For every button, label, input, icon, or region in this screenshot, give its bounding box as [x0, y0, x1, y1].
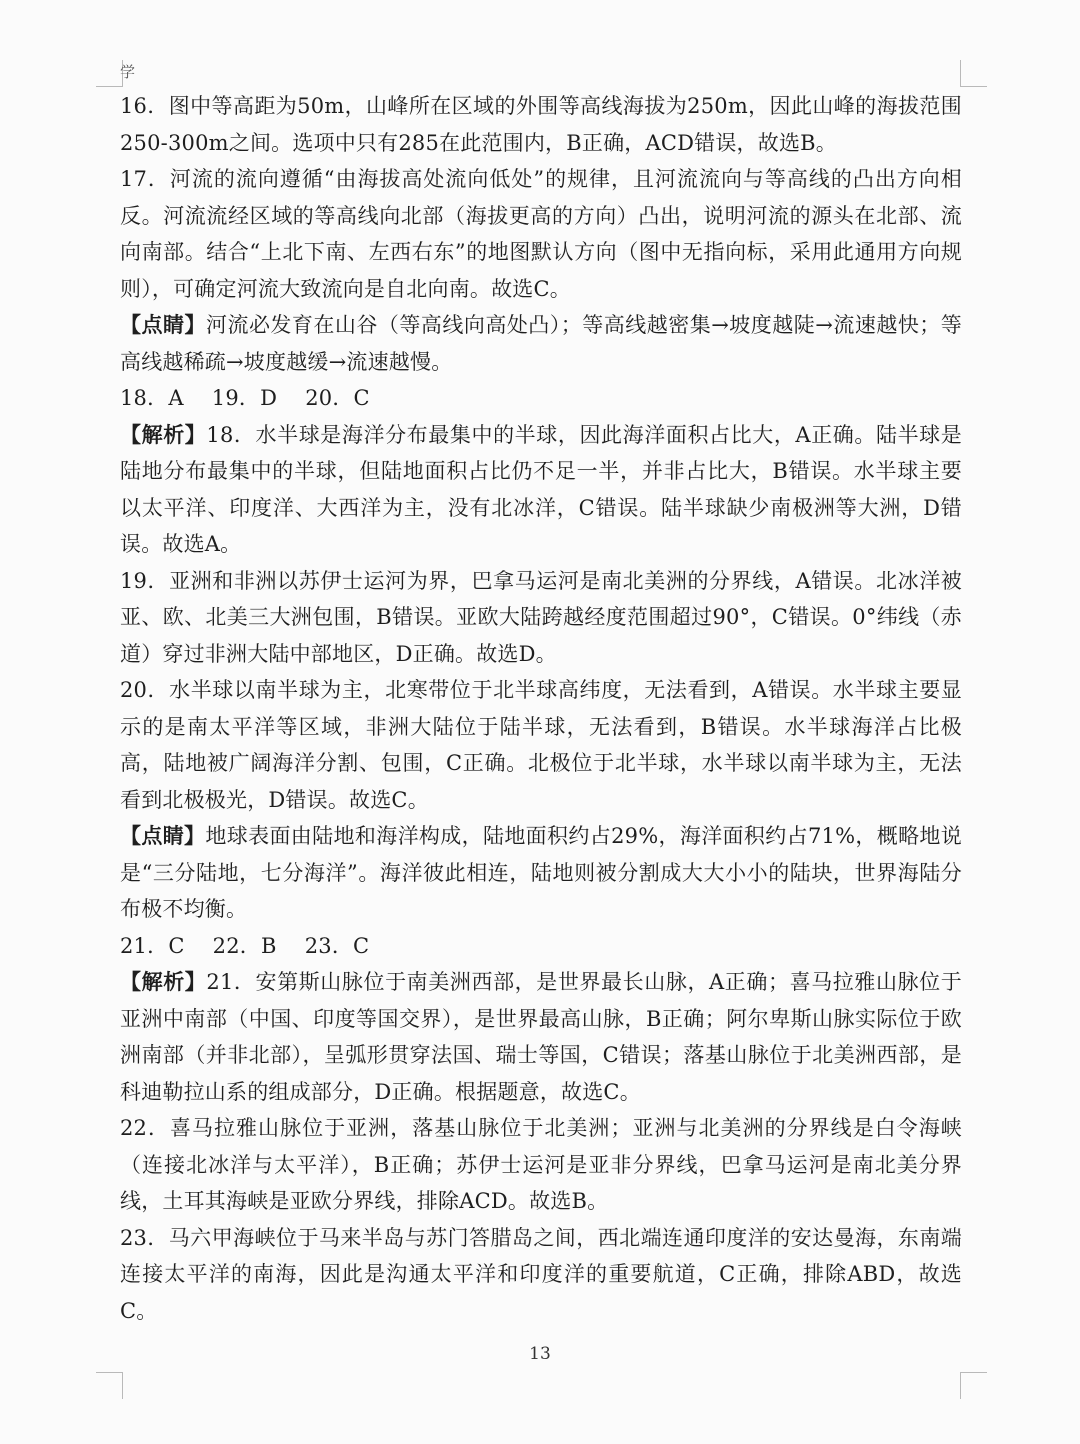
paragraph-text: 22．喜马拉雅山脉位于亚洲，落基山脉位于北美洲；亚洲与北美洲的分界线是白令海峡（连接北冰洋与太平洋），B正确；苏伊士运河是亚非分界线，巴拿马运河是南北美分界线，土耳其海峡是亚欧分界线，排除ACD。故选B。	[120, 1116, 962, 1213]
paragraph-text: 18．A 19．D 20．C	[120, 386, 370, 410]
paragraph-q22	[120, 1110, 962, 1220]
paragraph-text: 20．水半球以南半球为主，北寒带位于北半球高纬度，无法看到，A错误。水半球主要显示的是南太平洋等区域，非洲大陆位于陆半球，无法看到，B错误。水半球海洋占比极高，陆地被广阔海洋分割、包围，C正确。北极位于北半球，水半球以南半球为主，无法看到北极极光，D错误。故选C。	[120, 678, 962, 812]
paragraph-text: 17．河流的流向遵循“由海拔高处流向低处”的规律，且河流流向与等高线的凸出方向相反。河流流经区域的等高线向北部（海拔更高的方向）凸出，说明河流的源头在北部、流向南部。结合“上北下南、左西右东”的地图默认方向（图中无指向标，采用此通用方向规则），可确定河流大致流向是自北向南。故选C。	[120, 167, 962, 301]
paragraph-text: 16．图中等高距为50m，山峰所在区域的外围等高线海拔为250m，因此山峰的海拔范围250-300m之间。选项中只有285在此范围内，B正确，ACD错误，故选B。	[120, 94, 962, 155]
page-number: 13	[529, 1344, 551, 1364]
paragraph-jiexi-18	[120, 417, 962, 563]
paragraph-text: 23．马六甲海峡位于马来半岛与苏门答腊岛之间，西北端连通印度洋的安达曼海，东南端连接太平洋的南海，因此是沟通太平洋和印度洋的重要航道，C正确，排除ABD，故选C。	[120, 1225, 962, 1323]
paragraph-text: 18．水半球是海洋分布最集中的半球，因此海洋面积占比大，A正确。陆半球是陆地分布最集中的半球，但陆地面积占比仍不足一半，并非占比大，B错误。水半球主要以太平洋、印度洋、大西洋为主，没有北冰洋，C错误。陆半球缺少南极洲等大洲，D错误。故选A。	[120, 422, 962, 556]
paragraph-dianjing-2	[120, 818, 962, 928]
paragraph-text: 河流必发育在山谷（等高线向高处凸）；等高线越密集→坡度越陡→流速越快；等高线越稀疏→坡度越缓→流速越慢。	[120, 313, 962, 374]
paragraph-text: 21．C 22．B 23．C	[120, 933, 370, 958]
crop-mark-bottom-left	[96, 1372, 123, 1399]
answer-content	[120, 88, 962, 1329]
paragraph-tag: 【点睛】	[120, 823, 206, 848]
paragraph-tag: 【点睛】	[120, 312, 206, 337]
side-mark-char: 学	[120, 63, 136, 81]
crop-mark-top-left	[96, 60, 123, 87]
crop-mark-bottom-right	[960, 1372, 987, 1399]
paragraph-answers-21-23	[120, 928, 962, 965]
paragraph-tag: 【解析】	[120, 421, 207, 447]
paragraph-q23	[120, 1220, 962, 1330]
paragraph-answers-18-20	[120, 380, 962, 417]
crop-mark-top-right	[960, 60, 987, 87]
paragraph-text: 地球表面由陆地和海洋构成，陆地面积约占29%，海洋面积约占71%，概略地说是“三分陆地，七分海洋”。海洋彼此相连，陆地则被分割成大大小小的陆块，世界海陆分布极不均衡。	[120, 824, 962, 921]
paragraph-q20	[120, 672, 962, 818]
paragraph-q16	[120, 88, 962, 161]
paragraph-text: 19．亚洲和非洲以苏伊士运河为界，巴拿马运河是南北美洲的分界线，A错误。北冰洋被亚、欧、北美三大洲包围，B错误。亚欧大陆跨越经度范围超过90°，C错误。0°纬线（赤道）穿过非洲大陆中部地区，D正确。故选D。	[120, 568, 962, 666]
vertical-side-watermark	[120, 62, 135, 82]
paragraph-q19	[120, 563, 962, 673]
paragraph-tag: 【解析】	[120, 969, 207, 994]
paragraph-q17	[120, 161, 962, 307]
paragraph-jiexi-21	[120, 964, 962, 1110]
paragraph-dianjing-1	[120, 307, 962, 380]
paragraph-text: 21．安第斯山脉位于南美洲西部，是世界最长山脉，A正确；喜马拉雅山脉位于亚洲中南部（中国、印度等国交界），是世界最高山脉，B正确；阿尔卑斯山脉实际位于欧洲南部（并非北部），呈弧形贯穿法国、瑞士等国，C错误；落基山脉位于北美洲西部，是科迪勒拉山系的组成部分，D正确。根据题意，故选C。	[120, 970, 962, 1104]
